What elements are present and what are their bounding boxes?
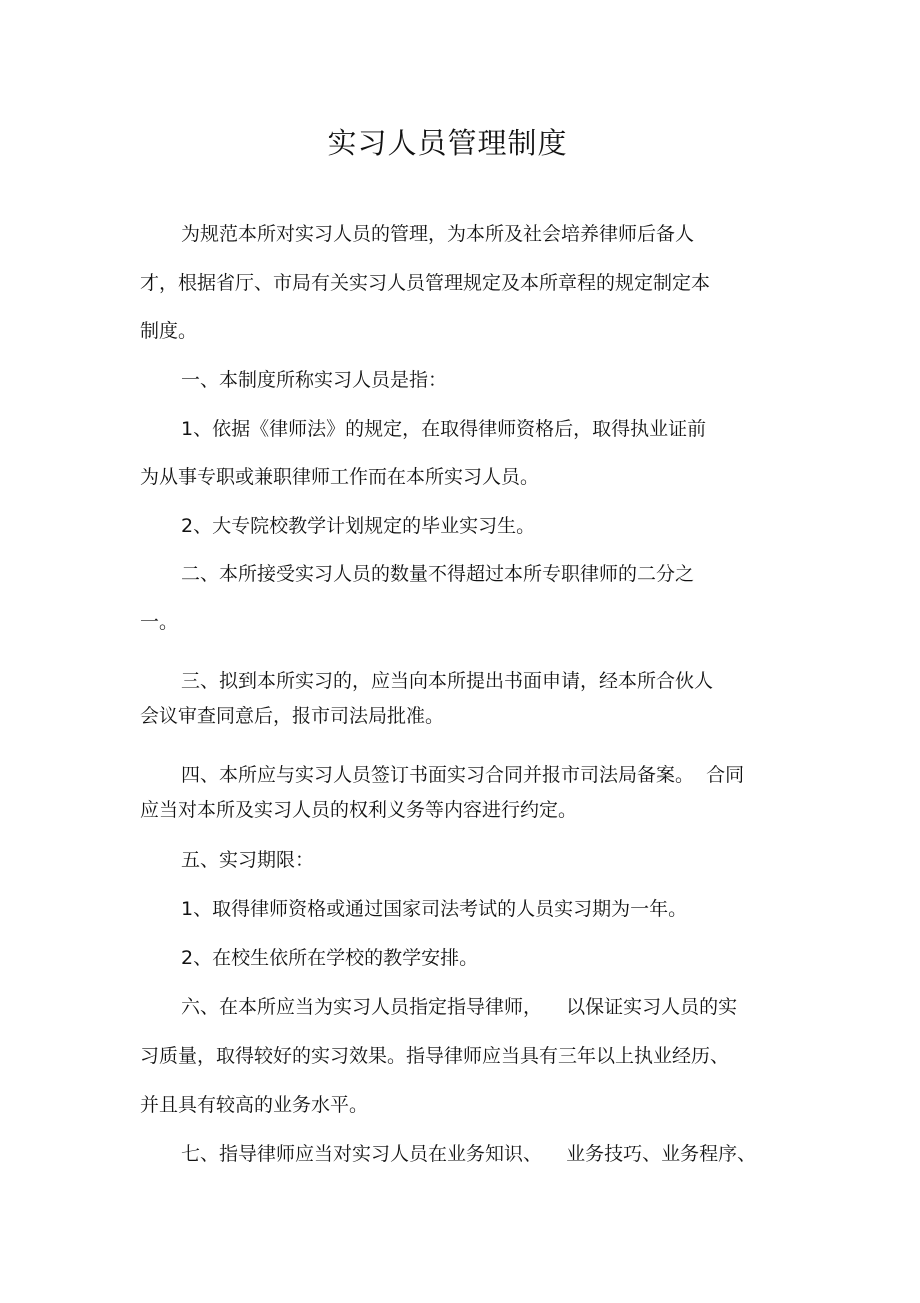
text-line: 制度。 xyxy=(140,320,198,342)
text-line: 2、大专院校教学计划规定的毕业实习生。 xyxy=(181,515,536,537)
text-line: 会议审查同意后，报市司法局批准。 xyxy=(140,705,445,727)
text-line: 为规范本所对实习人员的管理，为本所及社会培养律师后备人 xyxy=(181,223,695,245)
text-line: 为从事专职或兼职律师工作而在本所实习人员。 xyxy=(140,466,540,488)
text-line: 七、指导律师应当对实习人员在业务知识、 业务技巧、业务程序、 xyxy=(181,1143,757,1165)
text-line: 应当对本所及实习人员的权利义务等内容进行约定。 xyxy=(140,799,578,821)
text-line: 四、本所应与实习人员签订书面实习合同并报市司法局备案。 合同 xyxy=(181,764,745,786)
text-line: 1、取得律师资格或通过国家司法考试的人员实习期为一年。 xyxy=(181,898,688,920)
text-line: 习质量，取得较好的实习效果。指导律师应当具有三年以上执业经历、 xyxy=(140,1045,730,1067)
text-line: 并且具有较高的业务水平。 xyxy=(140,1094,369,1116)
text-line: 1、依据《律师法》的规定，在取得律师资格后，取得执业证前 xyxy=(181,418,707,440)
document-title: 实习人员管理制度 xyxy=(327,126,568,160)
text-line: 一。 xyxy=(140,611,179,633)
text-line: 2、在校生依所在学校的教学安排。 xyxy=(181,947,479,969)
text-line: 一、本制度所称实习人员是指： xyxy=(181,369,448,391)
text-line: 六、在本所应当为实习人员指定指导律师， 以保证实习人员的实 xyxy=(181,996,738,1018)
text-line: 二、本所接受实习人员的数量不得超过本所专职律师的二分之 xyxy=(181,563,695,585)
text-line: 五、实习期限： xyxy=(181,849,315,871)
text-line: 三、拟到本所实习的，应当向本所提出书面申请，经本所合伙人 xyxy=(181,670,714,692)
text-line: 才，根据省厅、市局有关实习人员管理规定及本所章程的规定制定本 xyxy=(140,272,711,294)
